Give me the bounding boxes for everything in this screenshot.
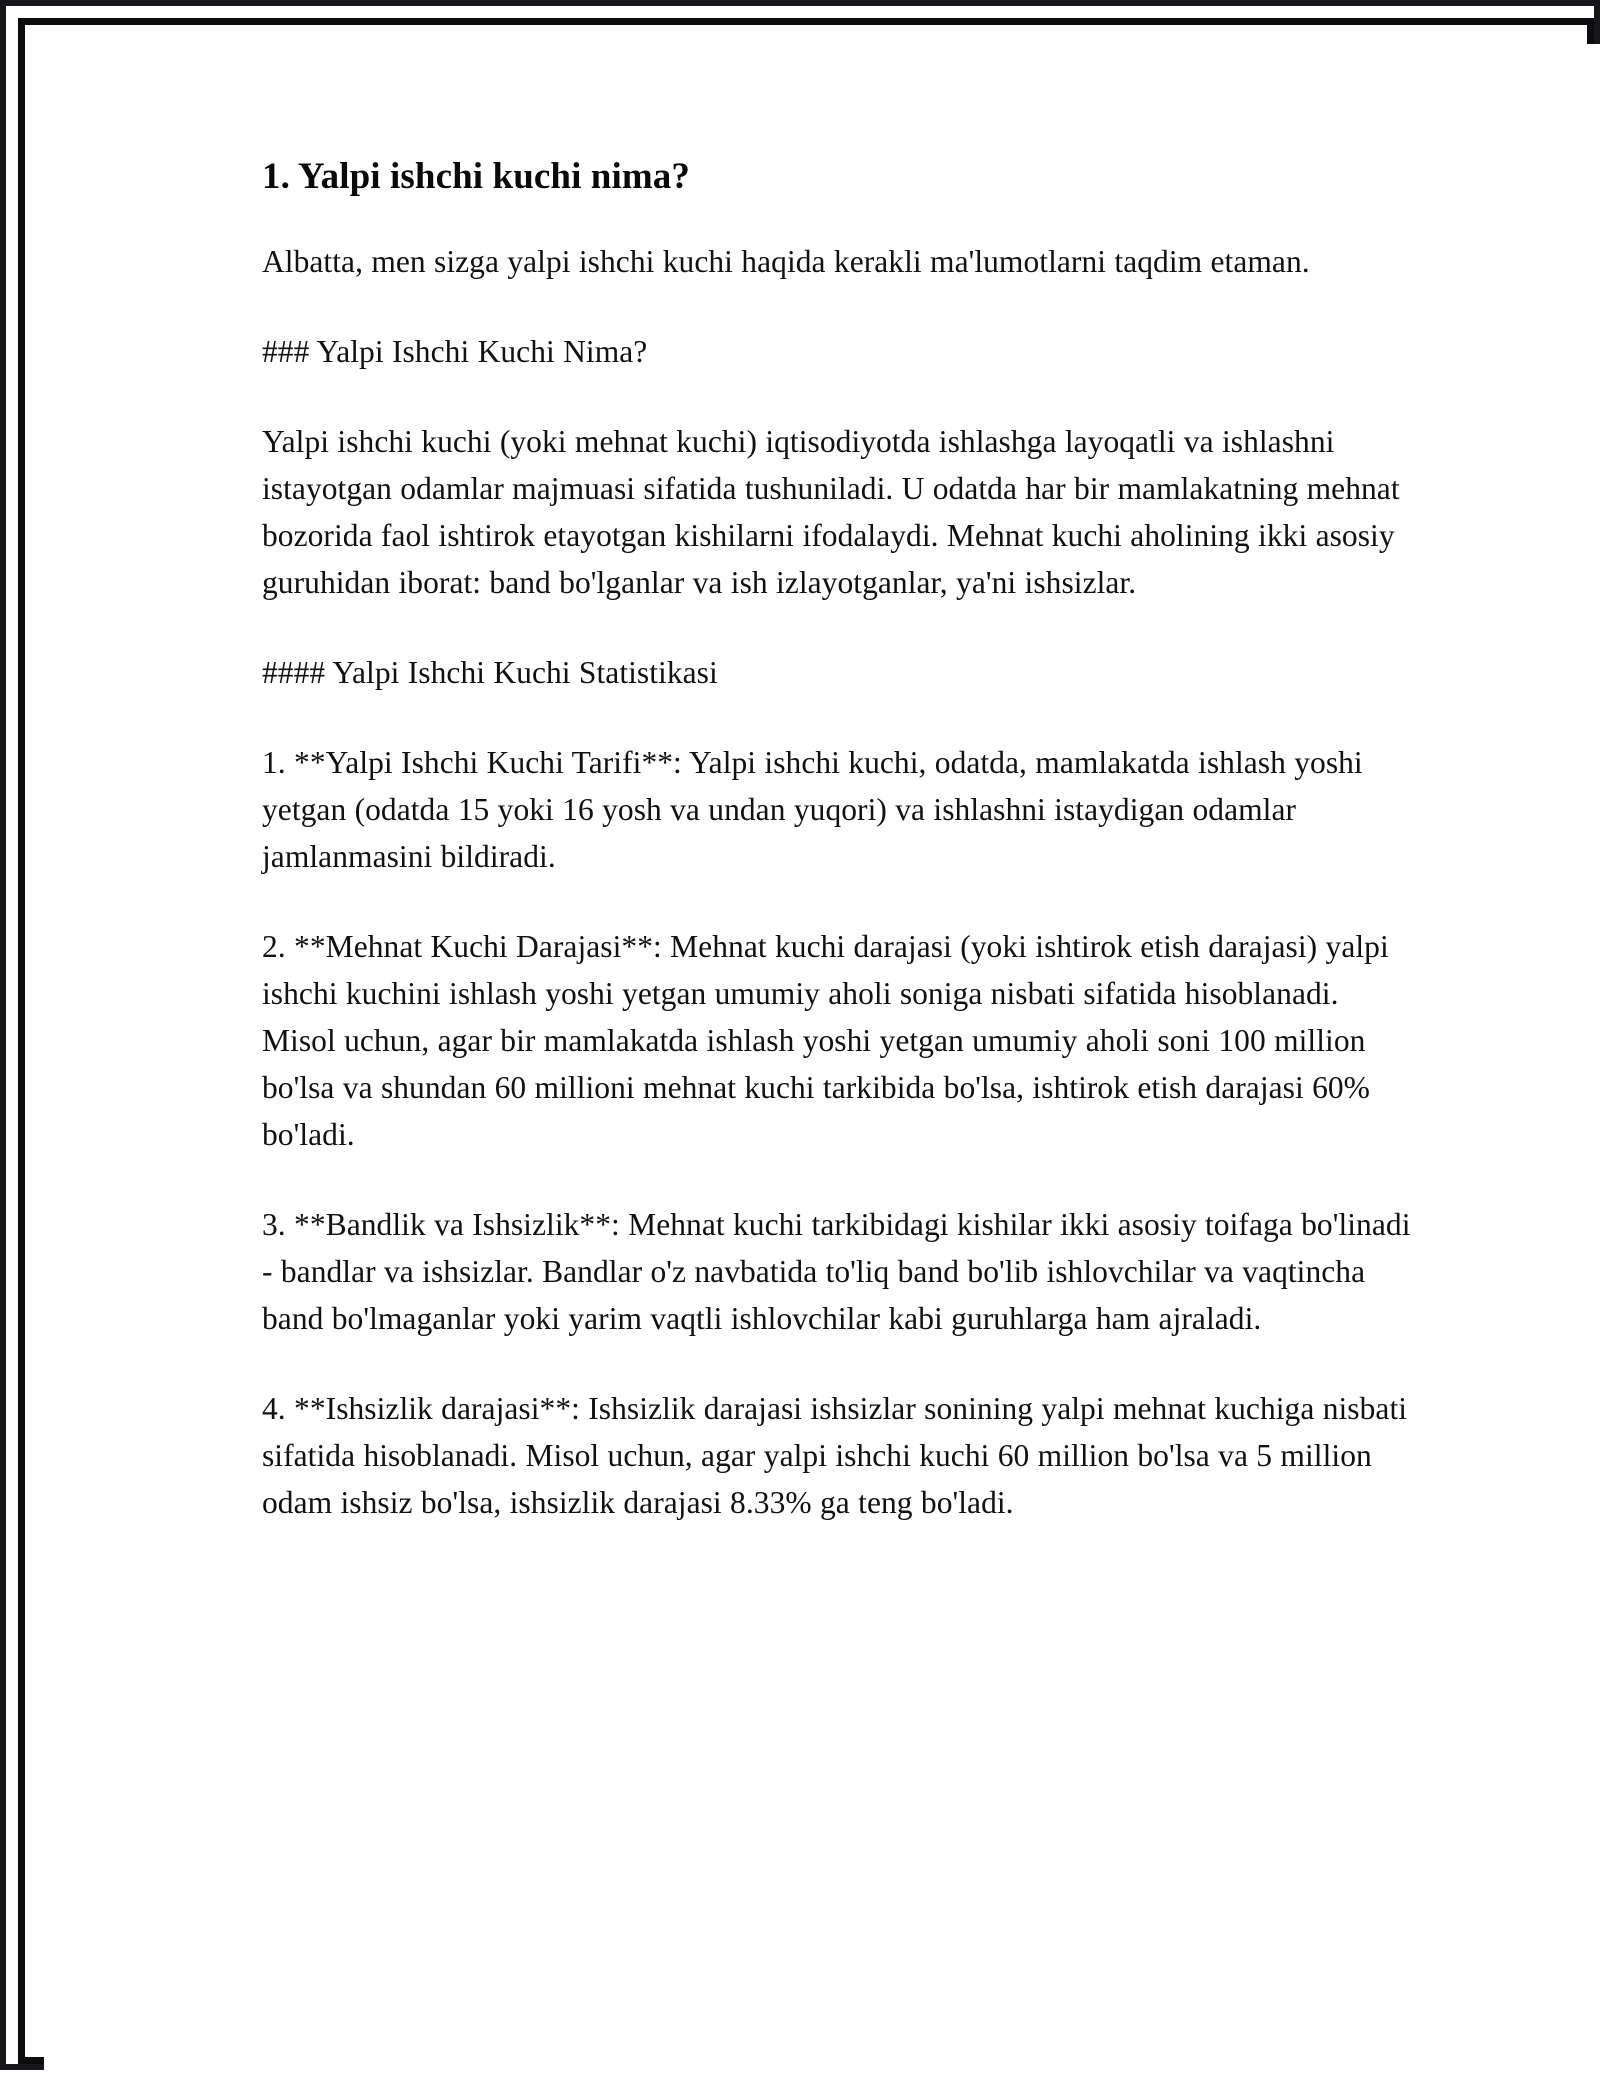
paragraph-intro: Albatta, men sizga yalpi ishchi kuchi haqida kerakli ma'lumotlarni taqdim etaman. [262,244,1310,280]
list-item-2: 2. **Mehnat Kuchi Darajasi**: Mehnat kuchi darajasi (yoki ishtirok etish darajasi) yalpi ishchi kuchini ishlash yoshi yetgan umumiy aholi soniga nisbati sifatida hisoblanadi. Misol uchun, agar bir mamlakatda ishlash yoshi yetgan umumiy aholi soni 100 million bo'lsa va shundan 60 millioni mehnat kuchi tarkibida bo'lsa, ishtirok etish darajasi 60% bo'ladi. [262,929,1389,1153]
page-border-rule [18,18,1594,2064]
markdown-h4-literal: #### Yalpi Ishchi Kuchi Statistikasi [262,655,718,691]
list-item-4: 4. **Ishsizlik darajasi**: Ishsizlik darajasi ishsizlar sonining yalpi mehnat kuchiga nisbati sifatida hisoblanadi. Misol uchun, agar yalpi ishchi kuchi 60 million bo'lsa va 5 million odam ishsiz bo'lsa, ishsizlik darajasi 8.33% ga teng bo'ladi. [262,1391,1408,1521]
list-item-1: 1. **Yalpi Ishchi Kuchi Tarifi**: Yalpi ishchi kuchi, odatda, mamlakatda ishlash yoshi yetgan (odatda 15 yoki 16 yosh va undan yuqori) va ishlashni istaydigan odamlar jamlanmasini bildiradi. [262,745,1363,875]
document-body [262,154,1412,1526]
markdown-h3-literal: ### Yalpi Ishchi Kuchi Nima? [262,334,648,370]
page-gutter [6,6,1594,2064]
list-item-3: 3. **Bandlik va Ishsizlik**: Mehnat kuchi tarkibidagi kishilar ikki asosiy toifaga bo'linadi - bandlar va ishsizlar. Bandlar o'z navbatida to'liq band bo'lib ishlovchilar va vaqtincha band bo'lmaganlar yoki yarim vaqtli ishlovchilar kabi guruhlarga ham ajraladi. [262,1207,1411,1337]
document-page [44,44,1600,2076]
page-title: 1. Yalpi ishchi kuchi nima? [262,156,690,197]
paragraph-definition: Yalpi ishchi kuchi (yoki mehnat kuchi) iqtisodiyotda ishlashga layoqatli va ishlashni istayotgan odamlar majmuasi sifatida tushuniladi. U odatda har bir mamlakatning mehnat bozorida faol ishtirok etayotgan kishilarni ifodalaydi. Mehnat kuchi aholining ikki asosiy guruhidan iborat: band bo'lganlar va ish izlayotganlar, ya'ni ishsizlar. [262,424,1400,601]
